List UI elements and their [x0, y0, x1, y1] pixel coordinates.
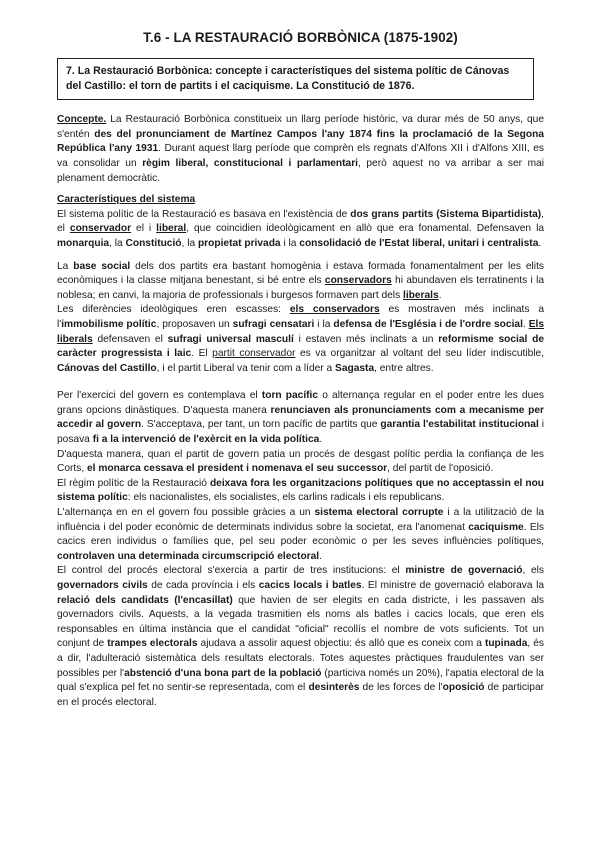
- page-title: T.6 - LA RESTAURACIÓ BORBÒNICA (1875-1902): [143, 30, 458, 45]
- paragraph-monarca: D'aquesta manera, quan el partit de govern patia un procés de desgast polític perdia la confiança de les Corts, el monarca cessava el president i nomenava el seu successor, del partit de l'oposició.: [57, 448, 544, 475]
- paragraph-diferencies: Les diferències ideològiques eren escasses: els conservadors es mostraven més inclinats a l'immobilisme polític, proposaven un sufragi censatari i la defensa de l'Església i de l'ordre social. Els liberals defensaven el sufragi universal masculí i estaven més inclinats a un reformisme social de caràcter progressista i laic. El partit conservador es va organitzar al voltant del seu líder indiscutible, Cánovas del Castillo, i el partit Liberal va tenir com a líder a Sagasta, entre altres.: [57, 304, 545, 374]
- concepte-label: Concepte.: [57, 114, 107, 126]
- paragraph-control-electoral: El control del procés electoral s'exercia a partir de tres institucions: el ministre de governació, els governadors civils de cada província i els cacics locals i batles. El ministre de governació elaborava la relació dels candidats (l'encasillat) que havien de ser elegits en cada districte, i les passaven als governadors civils. Aquests, a la vegada trasmitien els noms als batles i cacics locals, que eren els responsables en última instància que el candidat "oficial" recollís el nombre de vots suficients. Tot un conjunt de trampes electorals ajudava a assolir aquest objectiu: és allò que es coneix com a tupinada, és a dir, l'adulteració sistemàtica dels resultats electorals. Totes aquestes pràctiques fraudulentes van ser possibles per l'abstenció d'una bona part de la població (particiva només un 20%), l'apatia electoral de la qual s'explica pel fet no sentir-se representada, com el desinterès de les forces de l'oposició de participar en el procés electoral.: [57, 565, 545, 708]
- paragraph-base-social: La base social dels dos partits era bastant homogènia i estava formada fonamentalment per les elits econòmiques i la classe mitjana benestant, si bé entre els conservadors hi abundaven els terratinents i la noblesa; en canvi, la majoria de professionals i burgesos formaven part dels liberals.: [57, 260, 544, 301]
- paragraph-caciquisme: L'alternança en en el govern fou possible gràcies a un sistema electoral corrupte i a la utilització de la influència i del poder econòmic de determinats individus sobre la societat, era l'anomenat caciquisme. Els cacics eren individus o famílies que, pel seu poder econòmic o per les seves influències polítiques, controlaven una determinada circumscripció electoral.: [57, 507, 544, 562]
- topic-box: 7. La Restauració Borbònica: concepte i característiques del sistema polític de Cánovas del Castillo: el torn de partits i el caciquisme. La Constitució de 1876.: [57, 58, 534, 100]
- section-heading-caracteristiques: Característiques del sistema: [57, 194, 196, 206]
- paragraph-partits: El sistema polític de la Restauració es basava en l'existència de dos grans partits (Sistema Bipartidista), el conservador el i liberal, que coincidien ideològicament en allò que era fonamental. Defensaven la monarquia, la Constitució, la propietat privada i la consolidació de l'Estat liberal, unitari i centralista.: [57, 208, 544, 249]
- paragraph-torn-pacific: Per l'exercici del govern es contemplava el torn pacífic o alternança regular en el poder entre les dues grans opcions dinàstiques. D'aquesta manera renunciaven als pronunciaments com a mecanisme per accedir al govern. S'acceptava, per tant, un torn pacífic de partits que garantia l'estabilitat institucional i posava fi a la intervenció de l'exèrcit en la vida política.: [57, 390, 545, 446]
- concepte-paragraph: Concepte. La Restauració Borbònica constitueix un llarg període històric, va durar més de 50 anys, que s'entén des del pronunciament de Martínez Campos l'any 1874 fins la proclamació de la Segona República l'any 1931. Durant aquest llarg període que comprèn els regnats d'Alfons XII i d'Alfons XIII, es va consolidar un règim liberal, constitucional i parlamentari, però aquest no va arribar a ser mai plenament democràtic.: [57, 114, 544, 184]
- paragraph-exclusio: El règim polític de la Restauració deixava fora les organitzacions polítiques que no acceptassin el nou sistema polític: els nacionalistes, els socialistes, els carlins radicals i els republicans.: [57, 477, 545, 504]
